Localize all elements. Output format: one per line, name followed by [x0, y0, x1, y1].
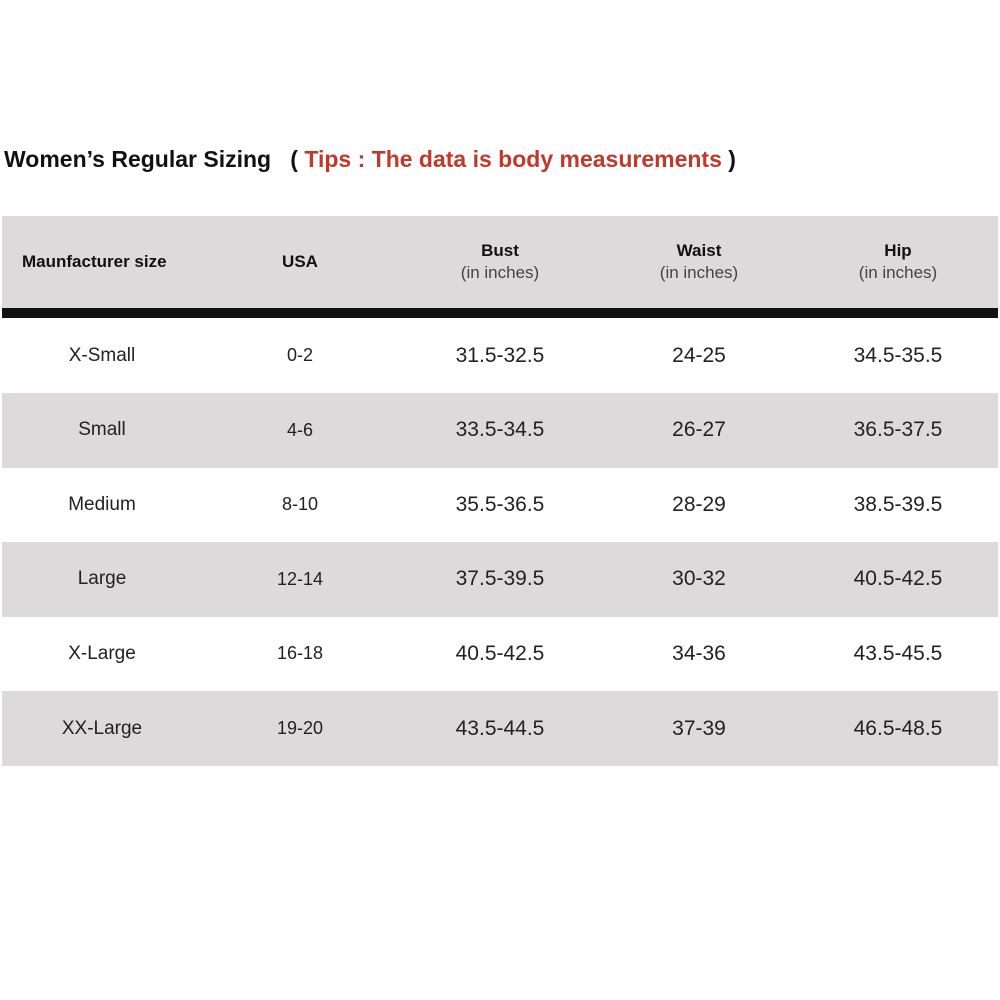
cell-bust: 40.5-42.5 — [455, 641, 545, 665]
cell-hip: 46.5-48.5 — [853, 716, 943, 740]
table-row — [2, 542, 998, 617]
cell-waist: 28-29 — [672, 492, 726, 516]
header-hip — [798, 216, 998, 308]
cell-waist: 37-39 — [672, 716, 726, 740]
cell-waist: 24-25 — [672, 343, 726, 367]
cell-bust: 37.5-39.5 — [455, 567, 545, 591]
cell-hip: 43.5-45.5 — [853, 641, 943, 665]
cell-manufacturer-size: X-Large — [68, 642, 136, 664]
cell-hip: 38.5-39.5 — [853, 492, 943, 516]
title-tip: Tips : The data is body measurements — [304, 146, 722, 172]
cell-bust: 35.5-36.5 — [455, 492, 545, 516]
title-open-paren: ( — [290, 146, 298, 172]
header-divider — [2, 308, 998, 318]
title-main: Women’s Regular Sizing — [4, 146, 272, 172]
header-bust — [400, 216, 600, 308]
header-label: Maunfacturer size — [22, 252, 167, 271]
header-label: Bust — [481, 241, 519, 260]
cell-hip: 40.5-42.5 — [853, 567, 943, 591]
page-title — [4, 146, 736, 173]
header-label: Waist — [676, 241, 722, 260]
cell-bust: 43.5-44.5 — [455, 716, 545, 740]
cell-hip: 34.5-35.5 — [853, 343, 943, 367]
cell-usa: 4-6 — [286, 419, 313, 440]
table-row — [2, 318, 998, 393]
cell-usa: 8-10 — [281, 494, 319, 515]
table-row — [2, 393, 998, 468]
cell-manufacturer-size: Medium — [68, 493, 136, 515]
cell-bust: 31.5-32.5 — [455, 343, 545, 367]
cell-manufacturer-size: Small — [78, 419, 126, 441]
header-sub: (in inches) — [659, 263, 739, 282]
cell-usa: 19-20 — [276, 718, 324, 738]
header-manufacturer-size — [22, 216, 222, 308]
header-waist — [599, 216, 799, 308]
cell-waist: 34-36 — [672, 641, 726, 665]
cell-hip: 36.5-37.5 — [853, 418, 943, 442]
header-sub: (in inches) — [460, 263, 540, 282]
table-header — [2, 216, 998, 308]
cell-manufacturer-size: XX-Large — [61, 717, 143, 739]
header-usa — [232, 216, 368, 308]
table-row — [2, 691, 998, 766]
cell-usa: 0-2 — [286, 345, 313, 365]
cell-usa: 16-18 — [276, 643, 324, 664]
table-row — [2, 467, 998, 542]
header-label: Hip — [884, 241, 912, 260]
cell-manufacturer-size: X-Small — [68, 344, 136, 366]
cell-manufacturer-size: Large — [77, 568, 127, 590]
table-row — [2, 616, 998, 691]
cell-usa: 12-14 — [276, 568, 324, 589]
cell-waist: 30-32 — [672, 567, 726, 591]
title-close-paren: ) — [728, 146, 736, 172]
cell-bust: 33.5-34.5 — [455, 418, 545, 442]
header-label: USA — [282, 252, 318, 271]
cell-waist: 26-27 — [672, 418, 726, 442]
header-sub: (in inches) — [858, 263, 938, 282]
